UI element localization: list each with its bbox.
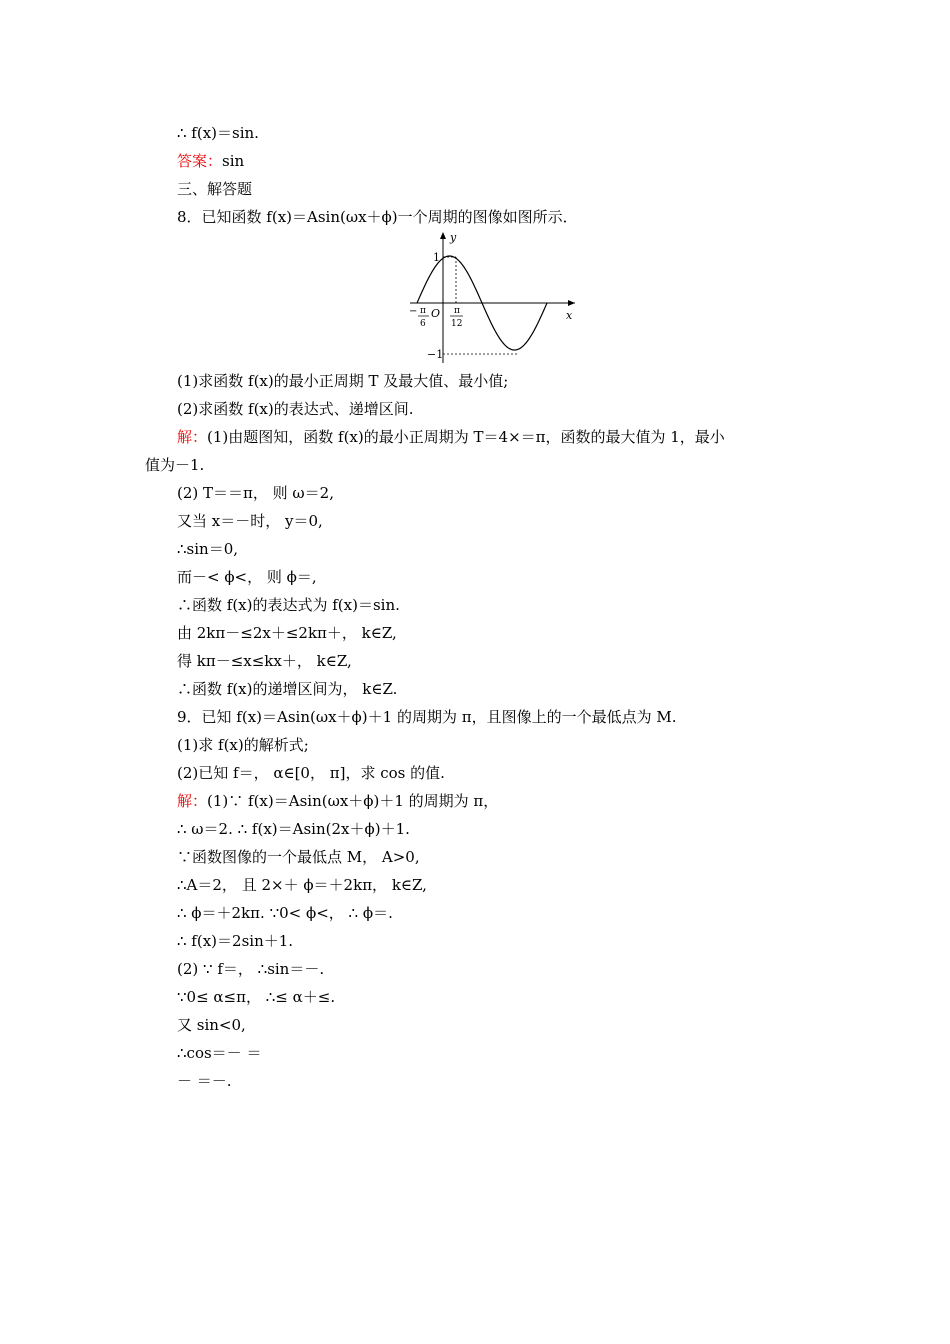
line-1: ∴ f(x)＝sin. — [177, 124, 259, 142]
section-heading: 三、解答题 — [177, 180, 253, 198]
neg-tick-numerator: π — [420, 306, 426, 316]
solution-8-line-6: 而－< ϕ<， 则 ϕ＝, — [177, 568, 317, 586]
solution-label: 解： — [177, 428, 208, 446]
problem-8-statement: 8．已知函数 f(x)＝Asin(ωx＋ϕ)一个周期的图像如图所示． — [177, 208, 578, 226]
solution-8-line-4: 又当 x＝－时， y＝0, — [177, 512, 323, 530]
solution-8-line-5: ∴sin＝0, — [177, 540, 239, 558]
sine-graph-figure — [400, 228, 580, 368]
solution-8-line-10: ∴函数 f(x)的递增区间为， k∈Z. — [177, 680, 398, 698]
pos-tick-denominator: 12 — [451, 319, 463, 329]
problem-9-part-2: (2)已知 f＝， α∈[0， π]，求 cos 的值. — [177, 764, 445, 782]
solution-9-line-9: 又 sin<0, — [177, 1016, 246, 1034]
x-axis-arrow — [568, 300, 575, 306]
solution-8-line-8: 由 2kπ－≤2x＋≤2kπ＋， k∈Z, — [177, 624, 397, 642]
solution-9-line-8: ∵0≤ α≤π， ∴≤ α＋≤. — [177, 988, 336, 1006]
neg-tick-denominator: 6 — [420, 319, 426, 329]
solution-8-line-9: 得 kπ－≤x≤kx＋， k∈Z, — [177, 652, 352, 670]
solution-9-line-10: ∴cos＝－ ＝ — [177, 1044, 262, 1062]
solution-9-line-5: ∴ ϕ＝＋2kπ. ∵0< ϕ<， ∴ ϕ＝. — [177, 904, 393, 922]
problem-8-part-1: (1)求函数 f(x)的最小正周期 T 及最大值、最小值; — [177, 372, 509, 390]
origin-label: O — [431, 307, 441, 320]
x-axis-label: x — [566, 309, 573, 322]
answer-label: 答案： — [177, 152, 223, 170]
solution-label: 解： — [177, 792, 208, 810]
problem-9-statement: 9．已知 f(x)＝Asin(ωx＋ϕ)＋1 的周期为 π，且图像上的一个最低点为 M. — [177, 708, 677, 726]
neg-tick-sign: − — [409, 306, 418, 317]
solution-8-line-3: (2) T＝＝π， 则 ω＝2, — [177, 484, 334, 502]
problem-9-part-1: (1)求 f(x)的解析式; — [177, 736, 309, 754]
solution-8-line-2: 值为－1. — [145, 456, 205, 474]
solution-9-line-2: ∴ ω＝2. ∴ f(x)＝Asin(2x＋ϕ)＋1. — [177, 820, 410, 838]
y-axis-arrow — [440, 232, 446, 239]
solution-8-line-7: ∴函数 f(x)的表达式为 f(x)＝sin. — [177, 596, 400, 614]
solution-8-line-1: 解：(1)由题图知，函数 f(x)的最小正周期为 T＝4×＝π，函数的最大值为 1，最小 — [177, 428, 725, 446]
solution-9-line-1: 解：(1)∵ f(x)＝Asin(ωx＋ϕ)＋1 的周期为 π， — [177, 792, 499, 810]
line-2: 答案：sin — [177, 152, 245, 170]
min-value-label: −1 — [427, 348, 444, 361]
problem-8-part-2: (2)求函数 f(x)的表达式、递增区间. — [177, 400, 414, 418]
pos-tick-numerator: π — [454, 306, 460, 316]
solution-9-line-4: ∴A＝2， 且 2×＋ ϕ＝＋2kπ， k∈Z, — [177, 876, 427, 894]
solution-9-line-7: (2) ∵ f＝， ∴sin＝－. — [177, 960, 325, 978]
solution-9-line-11: － ＝－. — [177, 1072, 232, 1090]
solution-9-line-3: ∵函数图像的一个最低点 M， A>0, — [177, 848, 420, 866]
y-axis-label: y — [450, 231, 457, 244]
solution-9-line-6: ∴ f(x)＝2sin＋1. — [177, 932, 294, 950]
max-value-label: 1 — [433, 251, 440, 264]
